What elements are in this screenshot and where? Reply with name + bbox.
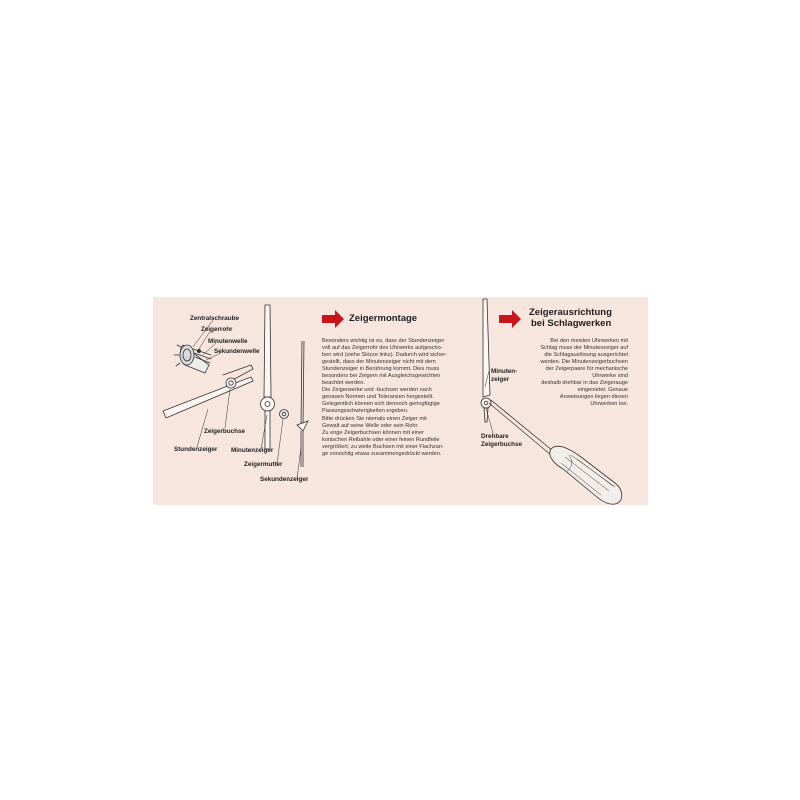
label-zentralschraube: Zentralschraube	[190, 315, 239, 322]
label-minutenzeiger-right: Minuten- zeiger	[491, 368, 518, 383]
arrow-right-icon	[499, 310, 521, 328]
text-zeigermontage: Besonders wichtig ist es, dass der Stundenzeiger voll auf das Zeigerrohr des Uhrwerks aufgescho- ben wird (siehe Skizze links). Dadurch wird sicher- gestellt, dass der Minutenzeiger nicht mit dem Stundenzeiger in Berührung kommt. Dies muss besonders bei Zeigern mit Ausgleichsgewichten beachtet werden. Die Zeigerwerke und -buchsen werden nach genauen Normen und Toleranzen hergestellt. Gelegentlich können sich dennoch geringfügige Passungsschwierigkeiten ergeben. Bitte drücken Sie niemals einen Zeiger mit Gewalt auf seine Welle oder sein Rohr. Zu enge Zeigerbuchsen können mit einer konischen Reibahle oder einer feinen Rundfeile vergrößert, zu weite Buchsen mit einer Flachzan- ge vorsichtig etwas zusammengedrückt werden.	[322, 338, 447, 457]
minute-hand-sketch	[261, 305, 275, 449]
label-stundenzeiger: Stundenzeiger	[174, 446, 218, 453]
label-minutenzeiger: Minutenzeiger	[231, 447, 274, 454]
label-zeigerrohr: Zeigerrohr	[201, 326, 233, 333]
label-zeigerbuchse: Zeigerbuchse	[204, 428, 245, 435]
heading-zeigermontage: Zeigermontage	[349, 313, 418, 324]
hand-nut-sketch	[277, 410, 289, 465]
text-zeigerausrichtung: Bei den meisten Uhrwerken mit Schlag muss der Minutenzeiger auf die Schlagauslösung ausgerichtet werden. Die Minutenzeigerbuchsen der Zeigerpaare für mechanische Uhrwerke sind deshalb drehbar in das Zeigerauge eingenietet. Genaue Anweisungen liegen diesen Uhrwerken bei.	[540, 338, 628, 408]
label-minutenwelle: Minutenwelle	[208, 338, 248, 345]
screwdriver-handle	[550, 446, 622, 504]
label-sekundenzeiger: Sekundenzeiger	[260, 476, 309, 483]
label-sekundenwelle: Sekundenwelle	[214, 348, 260, 355]
arrow-right-icon	[322, 310, 344, 328]
label-drehbare-zeigerbuchse: Drehbare Zeigerbuchse	[481, 433, 522, 448]
movement-shaft-assembly	[163, 345, 253, 418]
info-panel	[153, 297, 648, 505]
label-zeigermutter: Zeigermutter	[244, 461, 283, 468]
heading-zeigerausrichtung: Zeigerausrichtung bei Schlagwerken	[529, 307, 612, 329]
second-hand-sketch	[297, 341, 308, 479]
